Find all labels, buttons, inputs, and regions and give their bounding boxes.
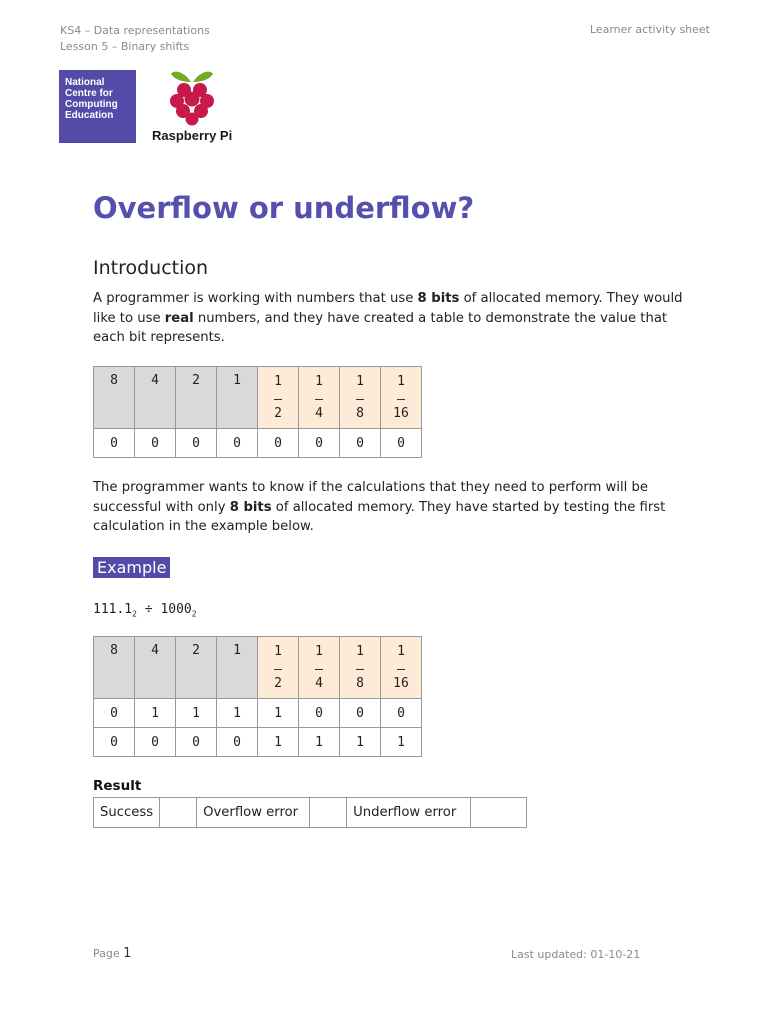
place-value: 2	[192, 373, 200, 388]
result-overflow-label: Overflow error	[197, 798, 310, 828]
place-value: 1	[233, 643, 241, 658]
result-underflow-checkbox[interactable]	[471, 798, 527, 828]
fraction	[315, 373, 323, 421]
place-value-header	[340, 637, 381, 699]
bit-cell: 0	[299, 699, 340, 728]
operand-a: 111.1	[93, 602, 133, 617]
result-overflow-checkbox[interactable]	[310, 798, 347, 828]
bit-cell: 1	[299, 728, 340, 757]
fraction-numerator: 1	[356, 374, 364, 389]
place-value-header	[299, 637, 340, 699]
text-run: of allocated memory. They would like to use	[93, 291, 683, 326]
raspberry-pi-wordmark: Raspberry Pi	[152, 128, 233, 143]
place-value-header	[217, 367, 258, 429]
bit-cell: 0	[176, 429, 217, 458]
bit-cell: 0	[94, 429, 135, 458]
result-underflow-label: Underflow error	[347, 798, 471, 828]
result-success-label: Success	[94, 798, 160, 828]
bit-cell: 0	[299, 429, 340, 458]
raspberry-pi-logo	[152, 68, 242, 148]
example-calculation	[93, 602, 197, 619]
fraction-bar	[274, 399, 282, 415]
fraction-numerator: 1	[356, 644, 364, 659]
text-run: A programmer is working with numbers that use	[93, 291, 418, 306]
page-header-left	[60, 23, 210, 55]
place-value-header	[217, 637, 258, 699]
fraction-numerator: 1	[315, 374, 323, 389]
fraction-bar	[356, 399, 364, 415]
fraction	[315, 643, 323, 691]
fraction-bar	[315, 669, 323, 685]
header-course: KS4 – Data representations	[60, 24, 210, 37]
fraction-bar	[397, 669, 405, 685]
page-label: Page	[93, 947, 124, 960]
bit-cell: 0	[217, 728, 258, 757]
footer-last-updated: Last updated: 01-10-21	[511, 948, 641, 961]
place-value: 2	[192, 643, 200, 658]
text-run: numbers, and they have created a table to demonstrate the value that each bit represents.	[93, 310, 668, 345]
place-value-header	[135, 637, 176, 699]
fraction-denominator: 8	[356, 676, 364, 691]
emphasis-8-bits: 8 bits	[229, 499, 272, 515]
operand-b: 1000	[160, 602, 192, 617]
bit-cell: 0	[340, 699, 381, 728]
place-value: 4	[151, 373, 159, 388]
ncce-logo	[59, 70, 136, 143]
ncce-logo-line: Education	[65, 110, 114, 121]
header-sheet-type: Learner activity sheet	[589, 23, 710, 36]
fraction	[274, 373, 282, 421]
bit-cell: 0	[258, 429, 299, 458]
footer-page	[93, 946, 131, 961]
fraction-numerator: 1	[315, 644, 323, 659]
fraction	[393, 373, 409, 421]
fraction	[356, 643, 364, 691]
fraction-denominator: 2	[274, 676, 282, 691]
place-value-header	[299, 367, 340, 429]
fraction-denominator: 8	[356, 406, 364, 421]
operand-a-base: 2	[132, 609, 137, 619]
fraction	[356, 373, 364, 421]
bit-cell: 0	[135, 728, 176, 757]
calculation-paragraph	[93, 478, 693, 537]
fraction-denominator: 16	[393, 676, 409, 691]
example-label: Example	[93, 557, 170, 578]
bit-cell: 0	[135, 429, 176, 458]
fraction-bar	[356, 669, 364, 685]
bit-cell: 0	[217, 429, 258, 458]
example-binary-table	[93, 636, 422, 757]
ncce-logo-line: National	[65, 77, 105, 88]
bit-cell: 0	[381, 699, 422, 728]
place-value-header	[258, 637, 299, 699]
place-value-header	[381, 637, 422, 699]
place-value: 8	[110, 643, 118, 658]
table-row	[94, 699, 422, 728]
emphasis-8-bits: 8 bits	[417, 291, 460, 306]
bit-cell: 1	[340, 728, 381, 757]
place-value-header	[94, 637, 135, 699]
page-title: Overflow or underflow?	[93, 191, 475, 225]
bit-cell: 0	[340, 429, 381, 458]
fraction-denominator: 2	[274, 406, 282, 421]
intro-paragraph	[93, 289, 693, 348]
place-value-header	[340, 367, 381, 429]
fraction	[274, 643, 282, 691]
place-value: 1	[233, 373, 241, 388]
fraction-bar	[274, 669, 282, 685]
table-row	[94, 728, 422, 757]
fraction-denominator: 16	[393, 406, 409, 421]
bit-cell: 0	[94, 699, 135, 728]
fraction-denominator: 4	[315, 676, 323, 691]
result-success-checkbox[interactable]	[160, 798, 197, 828]
raspberry-icon	[167, 68, 217, 126]
fraction-bar	[315, 399, 323, 415]
bit-cell: 1	[258, 728, 299, 757]
header-lesson: Lesson 5 – Binary shifts	[60, 40, 190, 53]
text-run: of allocated memory. They have started by testing the first calculation in the example below.	[93, 499, 666, 534]
place-value-header	[258, 367, 299, 429]
place-value-header	[176, 367, 217, 429]
fraction-numerator: 1	[274, 374, 282, 389]
operand-b-base: 2	[191, 609, 197, 619]
place-value-header	[135, 367, 176, 429]
place-value-header	[176, 637, 217, 699]
place-value: 8	[110, 373, 118, 388]
table-row	[94, 429, 422, 458]
result-label: Result	[93, 778, 142, 794]
place-value: 4	[151, 643, 159, 658]
result-table	[93, 797, 527, 828]
page-number: 1	[123, 946, 132, 961]
bit-cell: 1	[381, 728, 422, 757]
bit-cell: 0	[176, 728, 217, 757]
division-operator: ÷	[136, 602, 161, 617]
ncce-logo-line: Computing	[65, 99, 118, 110]
fraction-numerator: 1	[397, 374, 405, 389]
place-value-table	[93, 366, 422, 458]
emphasis-real: real	[164, 310, 194, 326]
fraction-bar	[397, 399, 405, 415]
bit-cell: 1	[176, 699, 217, 728]
ncce-logo-line: Centre for	[65, 88, 113, 99]
fraction-numerator: 1	[397, 644, 405, 659]
place-value-header	[381, 367, 422, 429]
bit-cell: 1	[217, 699, 258, 728]
fraction-denominator: 4	[315, 406, 323, 421]
fraction-numerator: 1	[274, 644, 282, 659]
place-value-header	[94, 367, 135, 429]
bit-cell: 1	[258, 699, 299, 728]
text-run: The programmer wants to know if the calculations that they need to perform will be successful with only	[93, 480, 649, 515]
intro-heading: Introduction	[93, 257, 209, 279]
bit-cell: 0	[381, 429, 422, 458]
bit-cell: 1	[135, 699, 176, 728]
bit-cell: 0	[94, 728, 135, 757]
fraction	[393, 643, 409, 691]
